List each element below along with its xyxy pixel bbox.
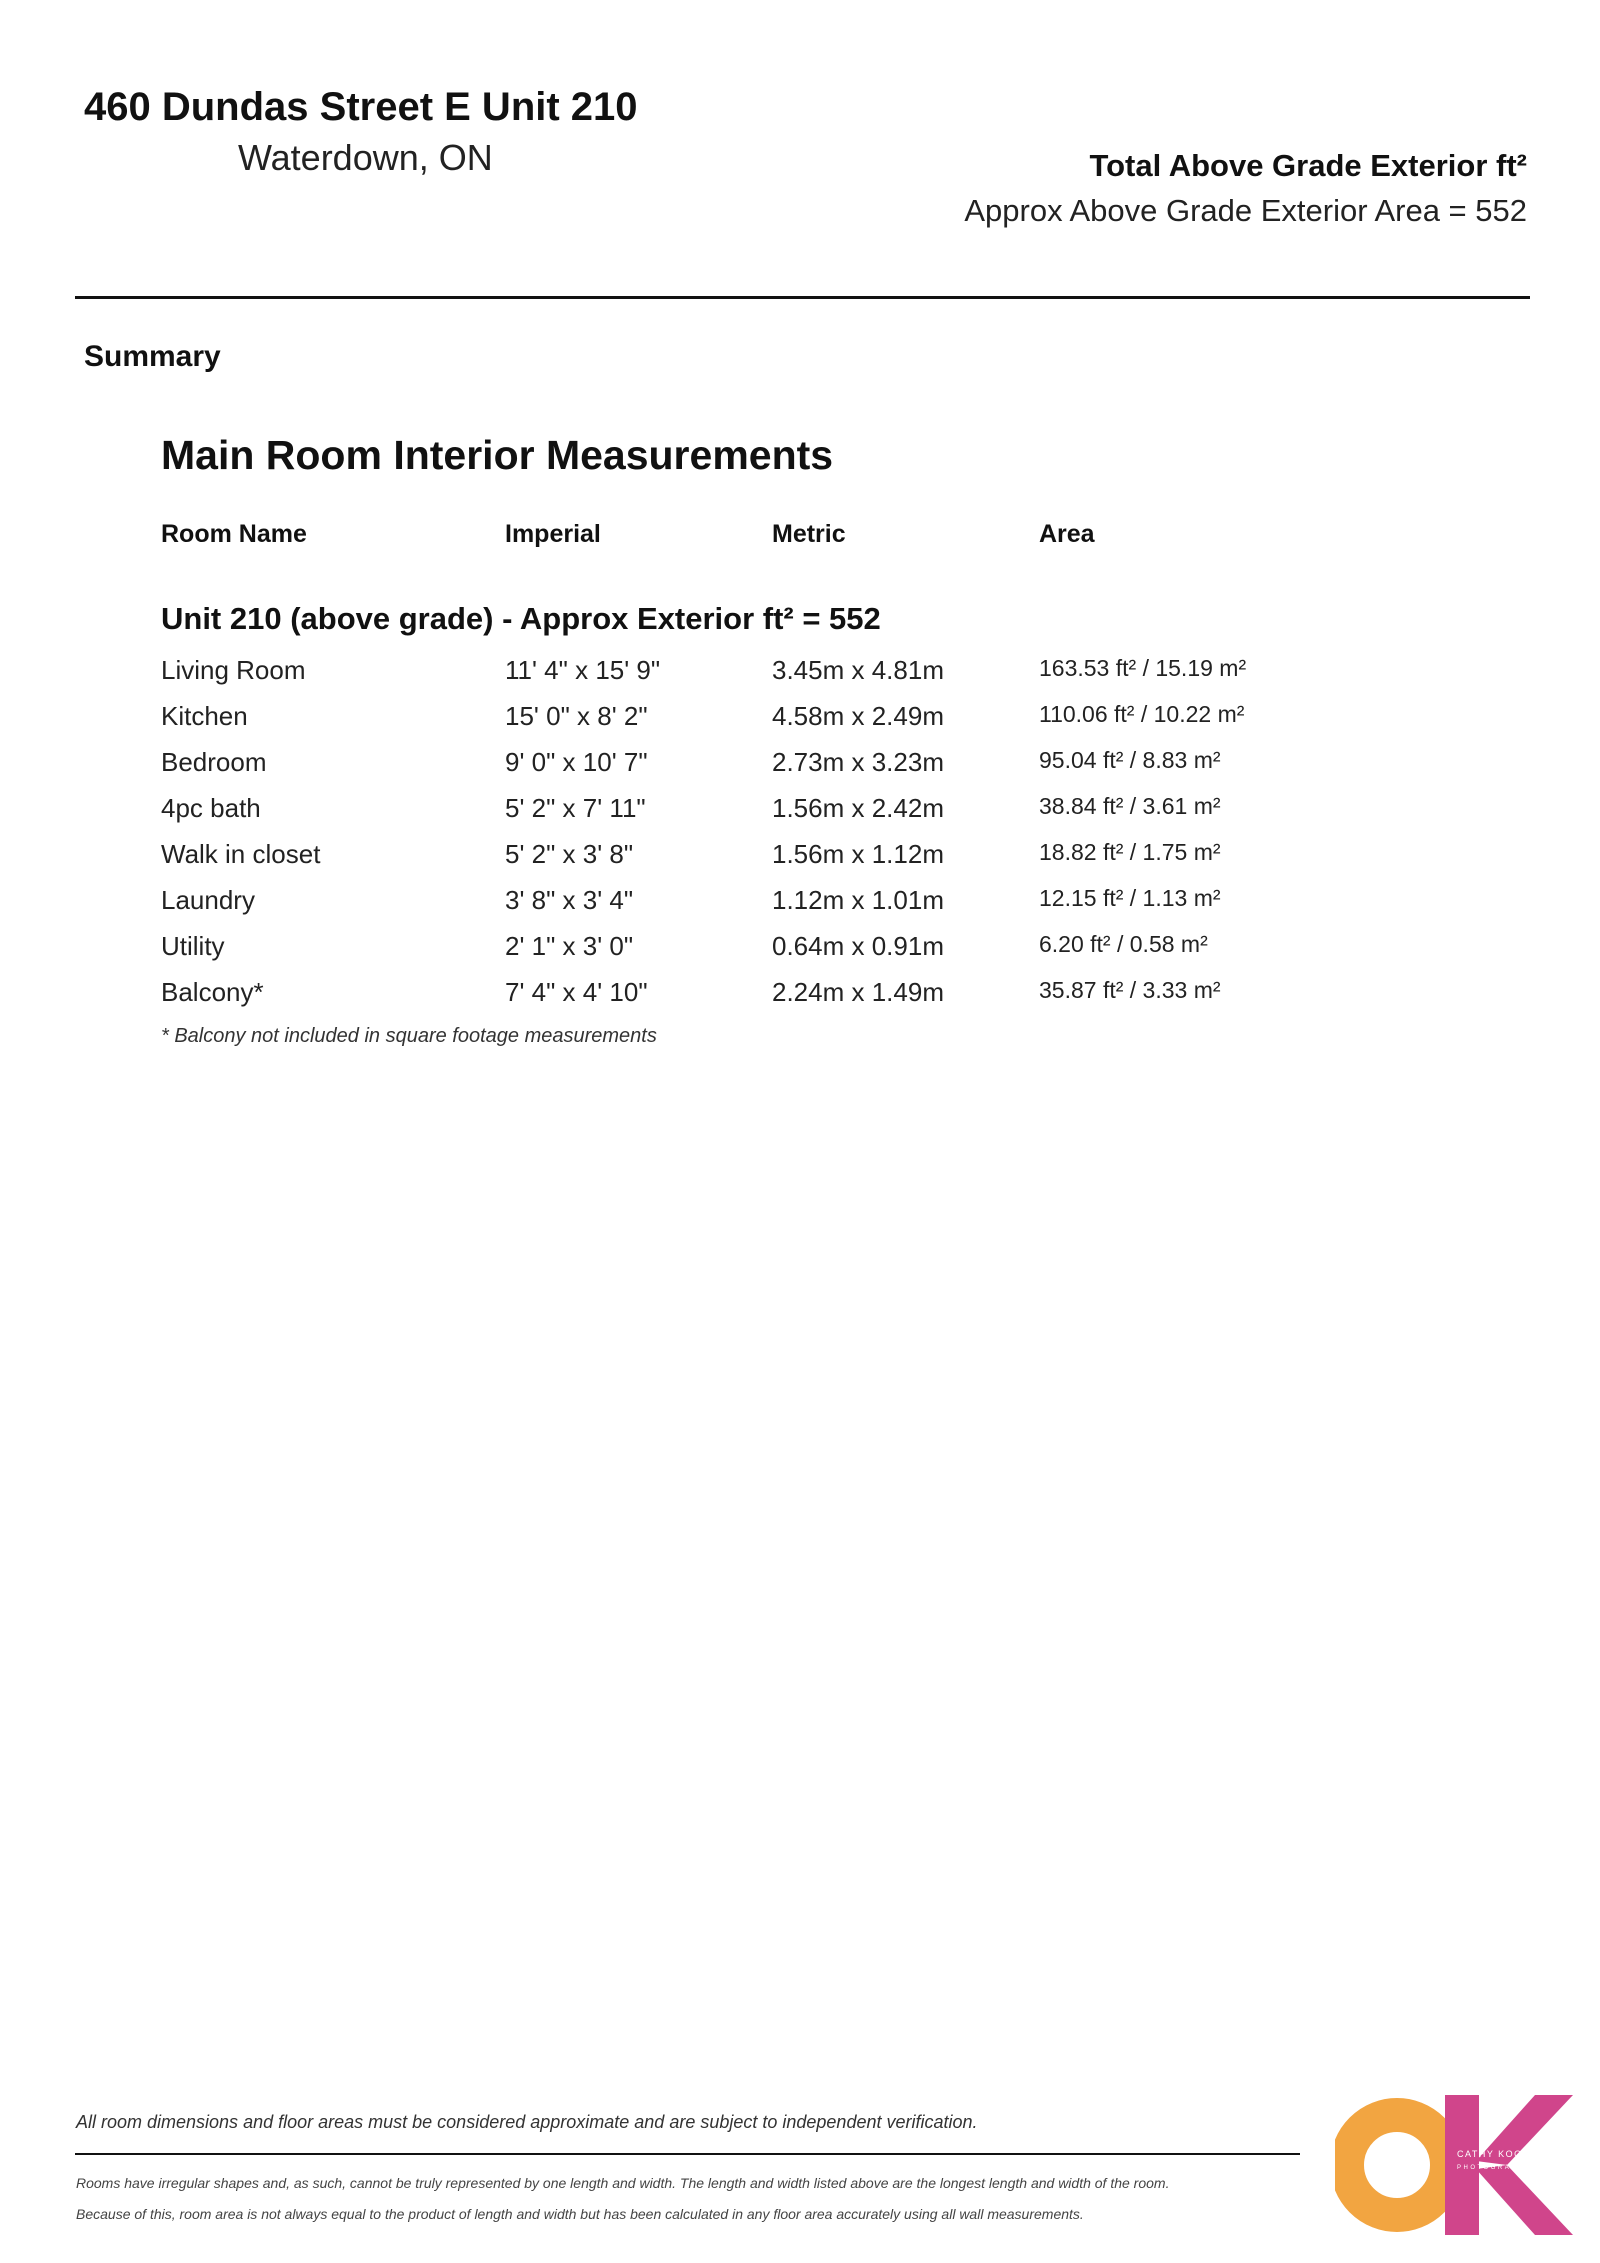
room-imperial: 7' 4" x 4' 10" xyxy=(505,977,648,1007)
room-area: 110.06 ft² / 10.22 m² xyxy=(1039,701,1245,727)
room-name: 4pc bath xyxy=(161,793,261,823)
room-metric: 3.45m x 4.81m xyxy=(772,655,944,685)
logo-brand-name: CATHY KOOP xyxy=(1457,2149,1531,2159)
table-row xyxy=(161,793,1361,839)
room-name: Laundry xyxy=(161,885,255,915)
room-metric: 0.64m x 0.91m xyxy=(772,931,944,961)
room-imperial: 5' 2" x 7' 11" xyxy=(505,793,646,823)
cathy-koop-logo xyxy=(1335,2095,1575,2235)
summary-label: Summary xyxy=(84,340,221,373)
room-area: 35.87 ft² / 3.33 m² xyxy=(1039,977,1221,1003)
room-table xyxy=(161,655,1361,1023)
table-row xyxy=(161,747,1361,793)
room-area: 18.82 ft² / 1.75 m² xyxy=(1039,839,1221,865)
disclaimer-area-calculation: Because of this, room area is not always equal to the product of length and width but has been calculated in any floor area accurately using all wall measurements. xyxy=(76,2206,1084,2222)
room-imperial: 11' 4" x 15' 9" xyxy=(505,655,661,685)
room-imperial: 15' 0" x 8' 2" xyxy=(505,701,648,731)
room-name: Living Room xyxy=(161,655,306,685)
logo-brand-tagline: PHOTOGRAPHY xyxy=(1457,2165,1532,2171)
room-area: 6.20 ft² / 0.58 m² xyxy=(1039,931,1208,957)
unit-group-title: Unit 210 (above grade) - Approx Exterior ft² = 552 xyxy=(161,601,881,636)
room-area: 163.53 ft² / 15.19 m² xyxy=(1039,655,1247,681)
disclaimer-approximate: All room dimensions and floor areas must be considered approximate and are subject to independent verification. xyxy=(76,2112,978,2132)
room-name: Walk in closet xyxy=(161,839,321,869)
room-metric: 1.12m x 1.01m xyxy=(772,885,944,915)
column-header-metric: Metric xyxy=(772,520,846,548)
address-street: 460 Dundas Street E Unit 210 xyxy=(84,85,638,129)
room-name: Utility xyxy=(161,931,225,961)
table-row xyxy=(161,931,1361,977)
room-imperial: 2' 1" x 3' 0" xyxy=(505,931,634,961)
table-row xyxy=(161,655,1361,701)
column-header-room-name: Room Name xyxy=(161,520,307,548)
column-header-imperial: Imperial xyxy=(505,520,601,548)
total-area-value: Approx Above Grade Exterior Area = 552 xyxy=(964,193,1527,228)
address-city: Waterdown, ON xyxy=(238,137,493,178)
balcony-footnote: * Balcony not included in square footage measurements xyxy=(161,1025,657,1047)
room-metric: 2.73m x 3.23m xyxy=(772,747,944,777)
room-name: Bedroom xyxy=(161,747,267,777)
table-row xyxy=(161,701,1361,747)
disclaimer-irregular-shapes: Rooms have irregular shapes and, as such, cannot be truly represented by one length and width. The length and width listed above are the longest length and width of the room. xyxy=(76,2175,1170,2191)
room-imperial: 9' 0" x 10' 7" xyxy=(505,747,648,777)
room-area: 95.04 ft² / 8.83 m² xyxy=(1039,747,1221,773)
room-metric: 2.24m x 1.49m xyxy=(772,977,944,1007)
room-name: Kitchen xyxy=(161,701,248,731)
column-header-area: Area xyxy=(1039,520,1095,548)
table-row xyxy=(161,977,1361,1023)
table-row xyxy=(161,885,1361,931)
room-metric: 1.56m x 2.42m xyxy=(772,793,944,823)
room-area: 12.15 ft² / 1.13 m² xyxy=(1039,885,1221,911)
room-metric: 4.58m x 2.49m xyxy=(772,701,944,731)
room-metric: 1.56m x 1.12m xyxy=(772,839,944,869)
total-area-label: Total Above Grade Exterior ft² xyxy=(1089,148,1527,183)
header-divider xyxy=(75,296,1530,299)
room-name: Balcony* xyxy=(161,977,264,1007)
table-row xyxy=(161,839,1361,885)
footer-divider xyxy=(75,2153,1300,2155)
section-title: Main Room Interior Measurements xyxy=(161,432,834,478)
room-imperial: 5' 2" x 3' 8" xyxy=(505,839,634,869)
room-area: 38.84 ft² / 3.61 m² xyxy=(1039,793,1221,819)
room-imperial: 3' 8" x 3' 4" xyxy=(505,885,634,915)
logo-o-letter xyxy=(1347,2115,1447,2215)
